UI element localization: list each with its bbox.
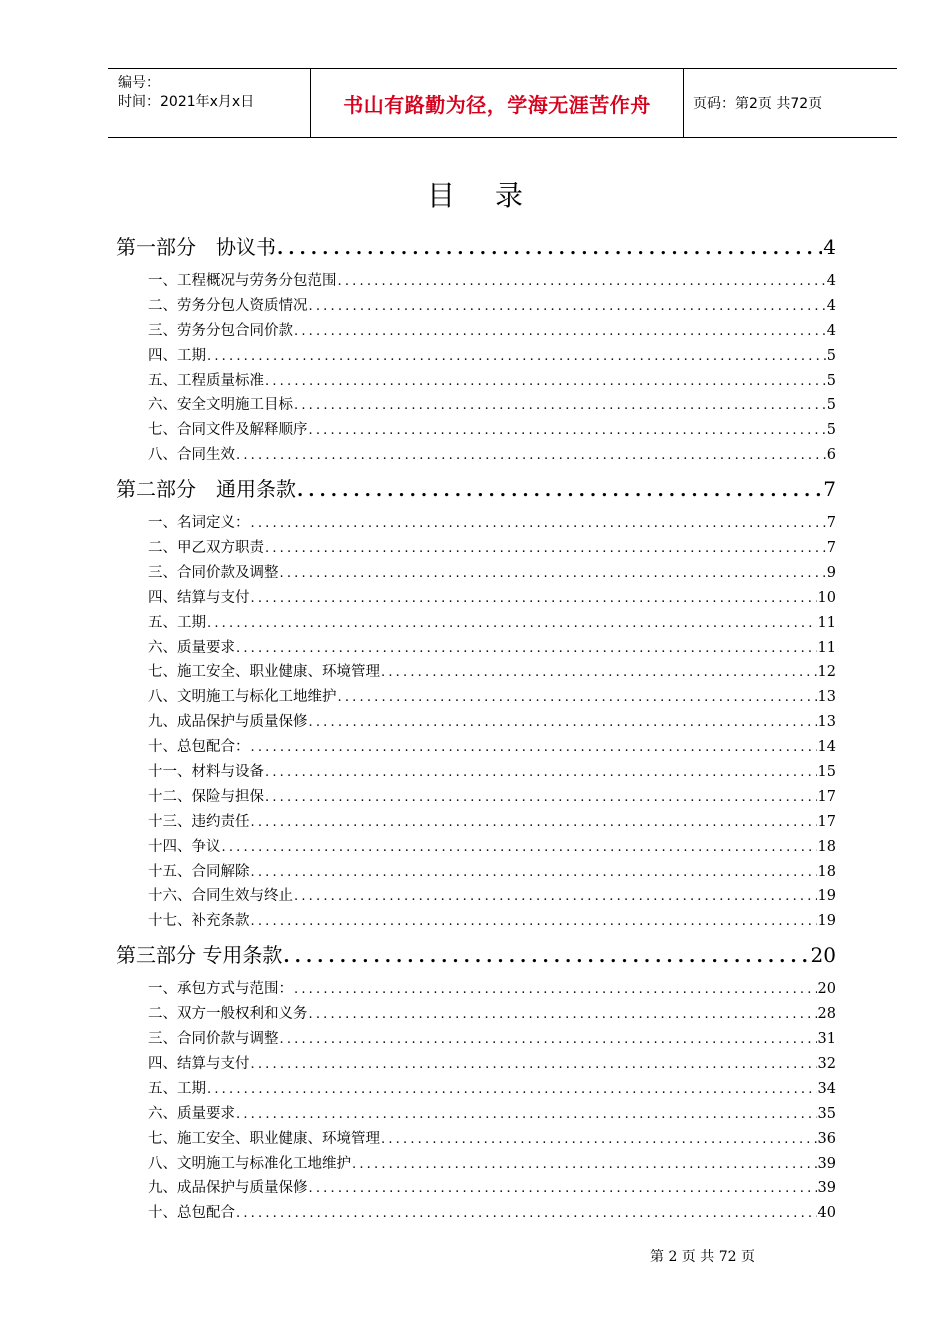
toc-leader-dots bbox=[207, 612, 817, 637]
toc-section-entry[interactable] bbox=[116, 294, 836, 319]
toc-section-entry[interactable] bbox=[116, 393, 836, 418]
toc-leader-dots bbox=[294, 394, 826, 419]
toc-entry-page: 14 bbox=[817, 739, 836, 756]
toc-entry-label: 三、合同价款与调整 bbox=[148, 1031, 279, 1048]
toc-leader-dots bbox=[294, 978, 817, 1003]
toc-leader-dots bbox=[265, 761, 817, 786]
toc-section-entry[interactable] bbox=[116, 1077, 836, 1102]
toc-entry-label: 十六、合同生效与终止 bbox=[148, 888, 293, 905]
toc-entry-page: 5 bbox=[826, 372, 836, 389]
toc-entry-label: 八、文明施工与标化工地维护 bbox=[148, 689, 337, 706]
header-meta-cell bbox=[108, 69, 310, 137]
toc-entry-label: 九、成品保护与质量保修 bbox=[148, 714, 308, 731]
header-page-cell bbox=[683, 69, 897, 137]
toc-entry-page: 11 bbox=[817, 639, 836, 656]
toc-entry-label: 第一部分 协议书 bbox=[116, 235, 276, 259]
toc-leader-dots bbox=[309, 295, 826, 320]
toc-entry-page: 11 bbox=[817, 614, 836, 631]
toc-entry-page: 5 bbox=[826, 422, 836, 439]
toc-entry-page: 13 bbox=[817, 714, 836, 731]
toc-entry-label: 四、结算与支付 bbox=[148, 589, 250, 606]
toc-section-entry[interactable] bbox=[116, 1176, 836, 1201]
toc-leader-dots bbox=[236, 637, 817, 662]
header-page-info: 页码：第2页 共72页 bbox=[693, 96, 823, 112]
toc-section-entry[interactable] bbox=[116, 710, 836, 735]
toc-entry-page: 18 bbox=[817, 863, 836, 880]
toc-entry-label: 七、施工安全、职业健康、环境管理 bbox=[148, 1130, 380, 1147]
toc-entry-label: 七、合同文件及解释顺序 bbox=[148, 422, 308, 439]
toc-entry-label: 二、甲乙双方职责 bbox=[148, 540, 264, 557]
toc-section-entry[interactable] bbox=[116, 810, 836, 835]
toc-part-entry[interactable] bbox=[116, 470, 836, 508]
toc-leader-dots bbox=[207, 1078, 817, 1103]
toc-entry-page: 6 bbox=[826, 447, 836, 464]
toc-section-entry[interactable] bbox=[116, 785, 836, 810]
toc-section-entry[interactable] bbox=[116, 1027, 836, 1052]
toc-section-entry[interactable] bbox=[116, 977, 836, 1002]
toc-leader-dots bbox=[283, 938, 809, 976]
toc-leader-dots bbox=[236, 1103, 817, 1128]
toc-section-entry[interactable] bbox=[116, 269, 836, 294]
toc-section-entry[interactable] bbox=[116, 884, 836, 909]
serial-label: 编号： bbox=[118, 75, 160, 91]
toc-entry-page: 10 bbox=[817, 589, 836, 606]
toc-leader-dots bbox=[294, 885, 817, 910]
toc-entry-label: 二、劳务分包人资质情况 bbox=[148, 297, 308, 314]
toc-entry-label: 八、文明施工与标准化工地维护 bbox=[148, 1155, 351, 1172]
toc-entry-label: 九、成品保护与质量保修 bbox=[148, 1180, 308, 1197]
toc-entry-page: 17 bbox=[817, 813, 836, 830]
toc-entry-page: 7 bbox=[826, 540, 836, 557]
toc-section-entry[interactable] bbox=[116, 1102, 836, 1127]
toc-entry-label: 二、双方一般权利和义务 bbox=[148, 1006, 308, 1023]
toc-entry-page: 4 bbox=[826, 273, 836, 289]
toc-leader-dots bbox=[251, 587, 817, 612]
toc-entry-page: 28 bbox=[817, 1006, 836, 1023]
toc-entry-page: 36 bbox=[817, 1130, 836, 1147]
toc-entry-label: 一、名词定义： bbox=[148, 515, 250, 532]
toc-section-entry[interactable] bbox=[116, 636, 836, 661]
toc-entry-label: 四、结算与支付 bbox=[148, 1055, 250, 1072]
toc-leader-dots bbox=[251, 811, 817, 836]
toc-leader-dots bbox=[338, 686, 817, 711]
toc-leader-dots bbox=[251, 512, 826, 537]
page-title: 目录 bbox=[426, 179, 563, 212]
toc-entry-page: 5 bbox=[826, 347, 836, 364]
toc-entry-label: 四、工期 bbox=[148, 347, 206, 364]
toc-section-entry[interactable] bbox=[116, 835, 836, 860]
document-header bbox=[108, 68, 897, 138]
toc-entry-page: 15 bbox=[817, 764, 836, 781]
toc-entry-page: 19 bbox=[817, 913, 836, 930]
toc-entry-label: 五、工程质量标准 bbox=[148, 372, 264, 389]
toc-entry-label: 五、工期 bbox=[148, 1080, 206, 1097]
page-footer: 第 2 页 共 72 页 bbox=[650, 1249, 755, 1265]
toc-section-entry[interactable] bbox=[116, 909, 836, 934]
toc-leader-dots bbox=[309, 1177, 817, 1202]
toc-section-entry[interactable] bbox=[116, 1002, 836, 1027]
toc-entry-label: 六、安全文明施工目标 bbox=[148, 397, 293, 414]
toc-entry-label: 十三、违约责任 bbox=[148, 813, 250, 830]
toc-entry-page: 9 bbox=[826, 564, 836, 581]
toc-section-entry[interactable] bbox=[116, 586, 836, 611]
toc-section-entry[interactable] bbox=[116, 1201, 836, 1226]
toc-leader-dots bbox=[251, 736, 817, 761]
toc-entry-label: 十七、补充条款 bbox=[148, 913, 250, 930]
toc-section-entry[interactable] bbox=[116, 443, 836, 468]
toc-entry-page: 4 bbox=[823, 235, 836, 259]
toc-entry-page: 35 bbox=[817, 1105, 836, 1122]
toc-leader-dots bbox=[338, 270, 826, 295]
toc-section-entry[interactable] bbox=[116, 1052, 836, 1077]
toc-section-entry[interactable] bbox=[116, 660, 836, 685]
toc-leader-dots bbox=[280, 1028, 817, 1053]
toc-entry-page: 12 bbox=[817, 664, 836, 681]
toc-entry-page: 7 bbox=[823, 477, 836, 502]
toc-entry-label: 十、总包配合： bbox=[148, 739, 250, 756]
toc-leader-dots bbox=[251, 910, 817, 935]
date-text: 时间：2021年x月x日 bbox=[118, 94, 255, 110]
toc-leader-dots bbox=[277, 230, 822, 268]
toc-leader-dots bbox=[309, 1003, 817, 1028]
toc-section-entry[interactable] bbox=[116, 561, 836, 586]
toc-entry-label: 第三部分 专用条款 bbox=[116, 943, 283, 968]
toc-entry-page: 39 bbox=[817, 1180, 836, 1197]
table-of-contents bbox=[116, 226, 836, 1226]
toc-entry-page: 19 bbox=[817, 888, 836, 905]
toc-leader-dots bbox=[381, 661, 817, 686]
toc-section-entry[interactable] bbox=[116, 760, 836, 785]
toc-entry-page: 17 bbox=[817, 788, 836, 805]
toc-entry-label: 十五、合同解除 bbox=[148, 863, 250, 880]
toc-section-entry[interactable] bbox=[116, 369, 836, 394]
toc-leader-dots bbox=[251, 861, 817, 886]
toc-entry-label: 一、工程概况与劳务分包范围 bbox=[148, 273, 337, 289]
toc-entry-label: 十一、材料与设备 bbox=[148, 764, 264, 781]
toc-leader-dots bbox=[309, 419, 826, 444]
toc-leader-dots bbox=[280, 562, 826, 587]
toc-leader-dots bbox=[265, 370, 826, 395]
toc-entry-label: 三、合同价款及调整 bbox=[148, 564, 279, 581]
toc-entry-label: 第二部分 通用条款 bbox=[116, 477, 296, 502]
motto-text: 书山有路勤为径，学海无涯苦作舟 bbox=[343, 92, 651, 117]
toc-leader-dots bbox=[236, 1202, 817, 1227]
toc-entry-label: 五、工期 bbox=[148, 614, 206, 631]
toc-leader-dots bbox=[251, 1053, 817, 1078]
toc-leader-dots bbox=[309, 711, 817, 736]
toc-entry-page: 39 bbox=[817, 1155, 836, 1172]
toc-section-entry[interactable] bbox=[116, 735, 836, 760]
toc-section-entry[interactable] bbox=[116, 611, 836, 636]
toc-entry-label: 十二、保险与担保 bbox=[148, 788, 264, 805]
toc-section-entry[interactable] bbox=[116, 1152, 836, 1177]
toc-leader-dots bbox=[294, 320, 826, 345]
toc-entry-label: 十四、争议 bbox=[148, 838, 221, 855]
toc-section-entry[interactable] bbox=[116, 344, 836, 369]
toc-section-entry[interactable] bbox=[116, 418, 836, 443]
toc-leader-dots bbox=[381, 1128, 817, 1153]
toc-section-entry[interactable] bbox=[116, 860, 836, 885]
toc-entry-page: 4 bbox=[826, 297, 836, 314]
toc-leader-dots bbox=[297, 472, 822, 510]
toc-section-entry[interactable] bbox=[116, 319, 836, 344]
toc-entry-page: 18 bbox=[817, 838, 836, 855]
toc-entry-page: 4 bbox=[826, 322, 836, 339]
toc-entry-label: 十、总包配合 bbox=[148, 1205, 235, 1222]
toc-entry-page: 20 bbox=[817, 981, 836, 998]
toc-entry-page: 40 bbox=[817, 1205, 836, 1222]
toc-entry-page: 31 bbox=[817, 1031, 836, 1048]
toc-entry-label: 七、施工安全、职业健康、环境管理 bbox=[148, 664, 380, 681]
toc-entry-label: 八、合同生效 bbox=[148, 447, 235, 464]
toc-entry-page: 20 bbox=[810, 943, 836, 968]
toc-entry-label: 六、质量要求 bbox=[148, 1105, 235, 1122]
toc-entry-page: 7 bbox=[826, 515, 836, 532]
toc-entry-page: 5 bbox=[826, 397, 836, 414]
toc-entry-page: 13 bbox=[817, 689, 836, 706]
toc-section-entry[interactable] bbox=[116, 1127, 836, 1152]
toc-leader-dots bbox=[265, 786, 817, 811]
toc-entry-label: 三、劳务分包合同价款 bbox=[148, 322, 293, 339]
toc-entry-page: 34 bbox=[817, 1080, 836, 1097]
toc-part-entry[interactable] bbox=[116, 228, 836, 266]
toc-leader-dots bbox=[207, 345, 826, 370]
header-motto-cell bbox=[310, 69, 684, 137]
toc-part-entry[interactable] bbox=[116, 936, 836, 974]
toc-entry-page: 32 bbox=[817, 1055, 836, 1072]
toc-entry-label: 六、质量要求 bbox=[148, 639, 235, 656]
toc-leader-dots bbox=[265, 537, 826, 562]
toc-leader-dots bbox=[222, 836, 817, 861]
toc-leader-dots bbox=[236, 444, 826, 469]
toc-entry-label: 一、承包方式与范围： bbox=[148, 981, 293, 998]
toc-leader-dots bbox=[352, 1153, 817, 1178]
toc-section-entry[interactable] bbox=[116, 511, 836, 536]
toc-section-entry[interactable] bbox=[116, 536, 836, 561]
toc-section-entry[interactable] bbox=[116, 685, 836, 710]
